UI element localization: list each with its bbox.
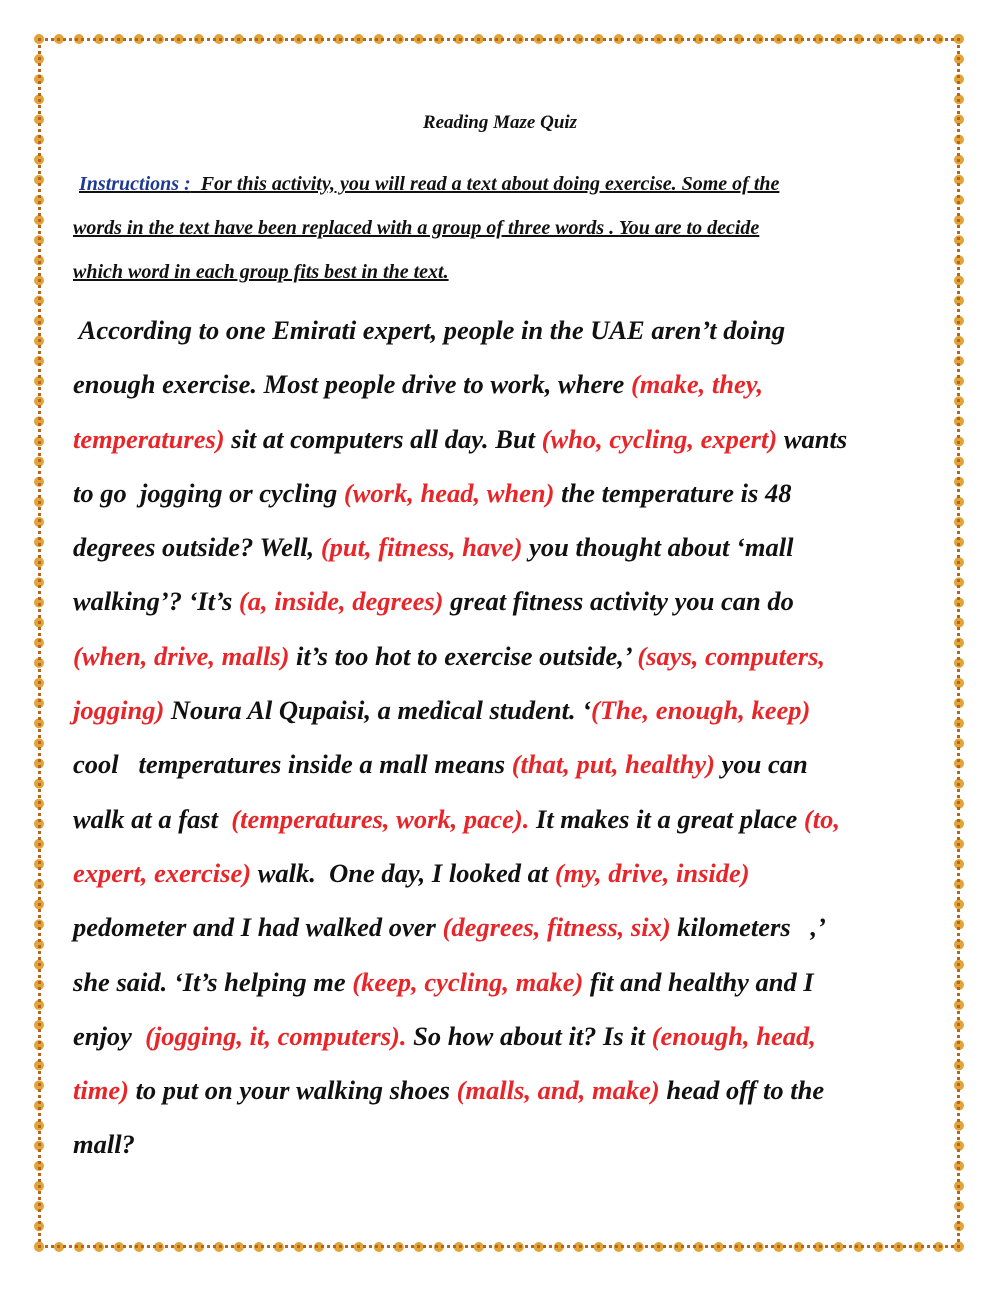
passage-text: walking’? ‘It’s xyxy=(73,586,239,617)
passage-line xyxy=(73,792,923,846)
passage-line xyxy=(73,846,923,900)
passage-text: walk at a fast xyxy=(73,803,232,834)
word-choice-group[interactable]: (degrees, fitness, six) xyxy=(442,912,671,943)
passage-text: wants xyxy=(777,423,848,454)
passage-line xyxy=(73,520,923,574)
passage-text: you thought about ‘mall xyxy=(522,532,794,563)
passage-text: According to one Emirati expert, people in the UAE aren’t doing xyxy=(73,315,786,345)
instructions-line: words in the text have been replaced with a group of three words . You are to decide xyxy=(73,217,760,239)
passage-line xyxy=(73,1063,923,1117)
passage-text: pedometer and I had walked over xyxy=(73,912,443,943)
word-choice-group[interactable]: (keep, cycling, make) xyxy=(352,966,584,997)
passage-text: it’s too hot to exercise outside,’ xyxy=(289,640,638,671)
passage-text: kilometers ,’ xyxy=(670,912,826,943)
passage-text: So how about it? Is it xyxy=(406,1020,652,1051)
passage-line xyxy=(73,357,923,411)
word-choice-group[interactable]: (temperatures, work, pace). xyxy=(231,803,530,834)
word-choice-group[interactable]: (that, put, healthy) xyxy=(511,749,715,780)
passage-text: sit at computers all day. But xyxy=(224,423,542,454)
word-choice-group[interactable]: (my, drive, inside) xyxy=(554,857,750,888)
word-choice-group[interactable]: (make, they, xyxy=(630,369,764,400)
passage-line xyxy=(73,1009,923,1063)
instructions-line: which word in each group fits best in the text. xyxy=(73,261,449,283)
passage-text: to go jogging or cycling xyxy=(73,477,344,508)
word-choice-group[interactable]: (put, fitness, have) xyxy=(320,532,523,563)
word-choice-group[interactable]: (jogging, it, computers). xyxy=(145,1020,407,1051)
passage-text: degrees outside? Well, xyxy=(73,532,321,563)
word-choice-group[interactable]: (work, head, when) xyxy=(343,477,555,508)
passage-line xyxy=(73,629,923,683)
passage-text: Noura Al Qupaisi, a medical student. ‘ xyxy=(164,695,592,726)
word-choice-group[interactable]: jogging) xyxy=(73,695,165,726)
passage-line xyxy=(73,466,923,520)
word-choice-group[interactable]: (when, drive, malls) xyxy=(73,640,290,671)
passage-line xyxy=(73,303,923,357)
passage-text: fit and healthy and I xyxy=(583,966,814,997)
passage-text: head off to the xyxy=(659,1075,825,1106)
instructions-text: For this activity, you will read a text about doing exercise. Some of the xyxy=(190,173,780,195)
word-choice-group[interactable]: (malls, and, make) xyxy=(456,1075,660,1106)
word-choice-group[interactable]: (enough, head, xyxy=(651,1020,816,1051)
passage-text: she said. ‘It’s helping me xyxy=(73,966,353,997)
passage-line xyxy=(73,737,923,791)
word-choice-group[interactable]: temperatures) xyxy=(73,423,225,454)
passage-text: great fitness activity you can do xyxy=(443,586,794,617)
passage-text: you can xyxy=(714,749,808,780)
word-choice-group[interactable]: (who, cycling, expert) xyxy=(541,423,778,454)
passage-text: the temperature is 48 xyxy=(554,477,792,508)
passage-line xyxy=(73,574,923,628)
word-choice-group[interactable]: expert, exercise) xyxy=(73,857,252,888)
passage-text: enjoy xyxy=(73,1020,146,1051)
instructions-line xyxy=(73,162,923,206)
passage-line xyxy=(73,412,923,466)
word-choice-group[interactable]: (The, enough, keep) xyxy=(591,695,811,726)
passage-line xyxy=(73,1117,923,1171)
instructions-label: Instructions : xyxy=(79,173,191,195)
passage-text: mall? xyxy=(73,1129,135,1160)
passage-text: cool temperatures inside a mall means xyxy=(73,749,512,780)
word-choice-group[interactable]: (says, computers, xyxy=(637,640,826,671)
word-choice-group[interactable]: (a, inside, degrees) xyxy=(238,586,444,617)
word-choice-group[interactable]: time) xyxy=(73,1075,129,1106)
instructions xyxy=(73,162,923,294)
page-title: Reading Maze Quiz xyxy=(422,112,578,133)
passage-line xyxy=(73,683,923,737)
passage-text: It makes it a great place xyxy=(529,803,804,834)
passage xyxy=(73,303,923,1172)
passage-text: walk. One day, I looked at xyxy=(251,857,555,888)
passage-text: to put on your walking shoes xyxy=(128,1075,457,1106)
word-choice-group[interactable]: (to, xyxy=(803,803,840,834)
passage-line xyxy=(73,955,923,1009)
passage-text: enough exercise. Most people drive to work, where xyxy=(73,369,631,400)
passage-line xyxy=(73,900,923,954)
